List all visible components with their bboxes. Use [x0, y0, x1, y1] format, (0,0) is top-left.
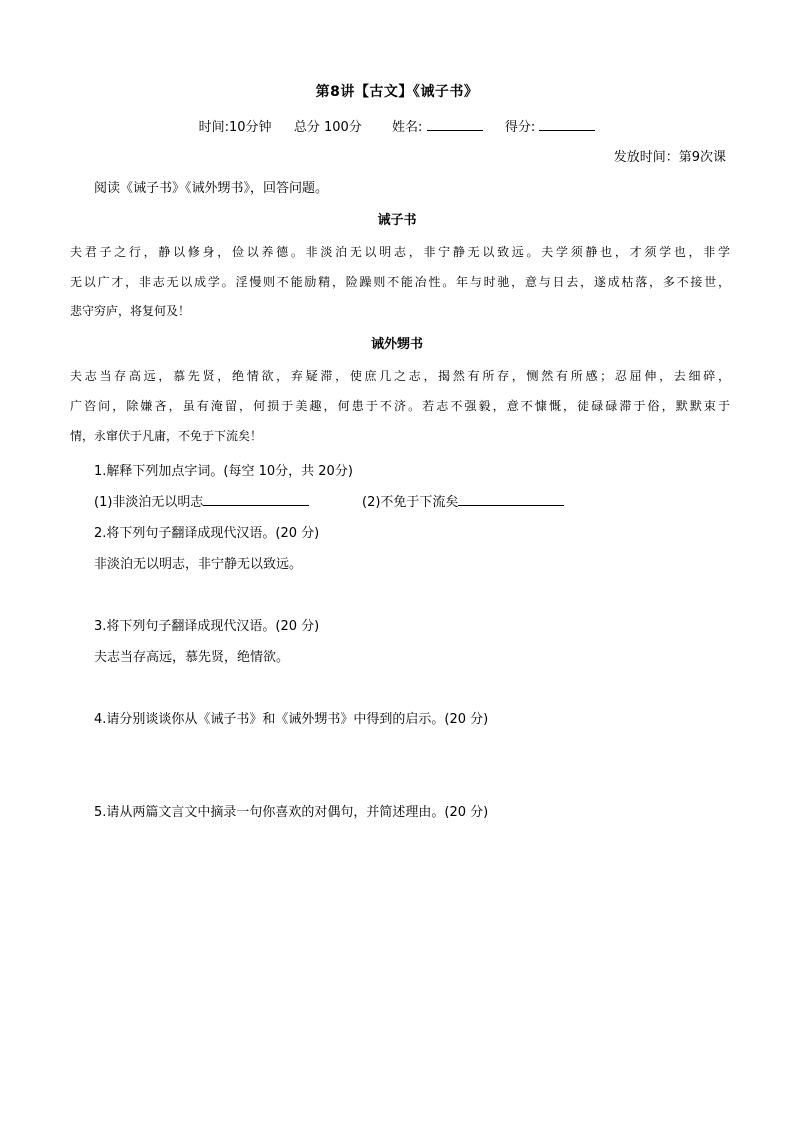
name-label: 姓名:	[392, 120, 423, 135]
q1-item2-text: (2)不免于下流矣	[362, 495, 459, 510]
passage1-line: 夫君子之行，静以修身，俭以养德。非淡泊无以明志，非宁静无以致远。夫学须静也，才须学也，非学	[70, 245, 730, 259]
question-1-item-2	[362, 491, 564, 510]
q1-item1-blank[interactable]	[203, 493, 309, 506]
passage2-line: 情，永窜伏于凡庸，不免于下流矣！	[70, 429, 263, 443]
passage2-title: 诫外甥书	[370, 337, 423, 352]
name-blank[interactable]	[427, 118, 483, 131]
intro-text: 阅读《诫子书》《诫外甥书》，回答问题。	[94, 181, 329, 196]
question-1-item-1	[94, 491, 309, 510]
time-label: 时间:10分钟	[198, 120, 272, 135]
question-5: 5.请从两篇文言文中摘录一句你喜欢的对偶句，并简述理由。(20 分)	[94, 805, 489, 820]
question-3: 3.将下列句子翻译成现代汉语。(20 分)	[94, 619, 320, 634]
question-1: 1.解释下列加点字词。(每空 10分，共 20分)	[94, 464, 353, 479]
passage2-line: 广咨问，除嫌吝，虽有淹留，何损于美趣，何患于不济。若志不强毅，意不慷慨，徒碌碌滞于俗，默默束于	[70, 399, 730, 413]
get-score-label: 得分:	[504, 120, 536, 135]
passage2-line: 夫志当存高远，慕先贤，绝情欲，弃疑滞，使庶几之志，揭然有所存，恻然有所感；忍屈伸，去细碎，	[70, 369, 730, 383]
passage1-title: 诫子书	[377, 213, 417, 228]
q1-item2-blank[interactable]	[458, 493, 564, 506]
page-title: 第8讲【古文】《诫子书》	[315, 84, 479, 100]
q1-item1-text: (1)非淡泊无以明志	[94, 495, 204, 510]
passage1-line: 悲守穷庐，将复何及！	[70, 304, 191, 318]
score-blank[interactable]	[539, 118, 595, 131]
question-2: 2.将下列句子翻译成现代汉语。(20 分)	[94, 526, 320, 541]
meta-line	[0, 116, 794, 135]
score-total-label: 总分 100分	[293, 120, 362, 135]
question-3-sentence: 夫志当存高远，慕先贤，绝情欲。	[94, 650, 290, 665]
question-4: 4.请分别谈谈你从《诫子书》和《诫外甥书》中得到的启示。(20 分)	[94, 712, 489, 727]
release-time: 发放时间：第9次课	[613, 150, 726, 165]
passage1-line: 无以广才，非志无以成学。淫慢则不能励精，险躁则不能冶性。年与时驰，意与日去，遂成枯落，多不接世，	[70, 275, 730, 289]
question-2-sentence: 非淡泊无以明志，非宁静无以致远。	[94, 557, 303, 572]
